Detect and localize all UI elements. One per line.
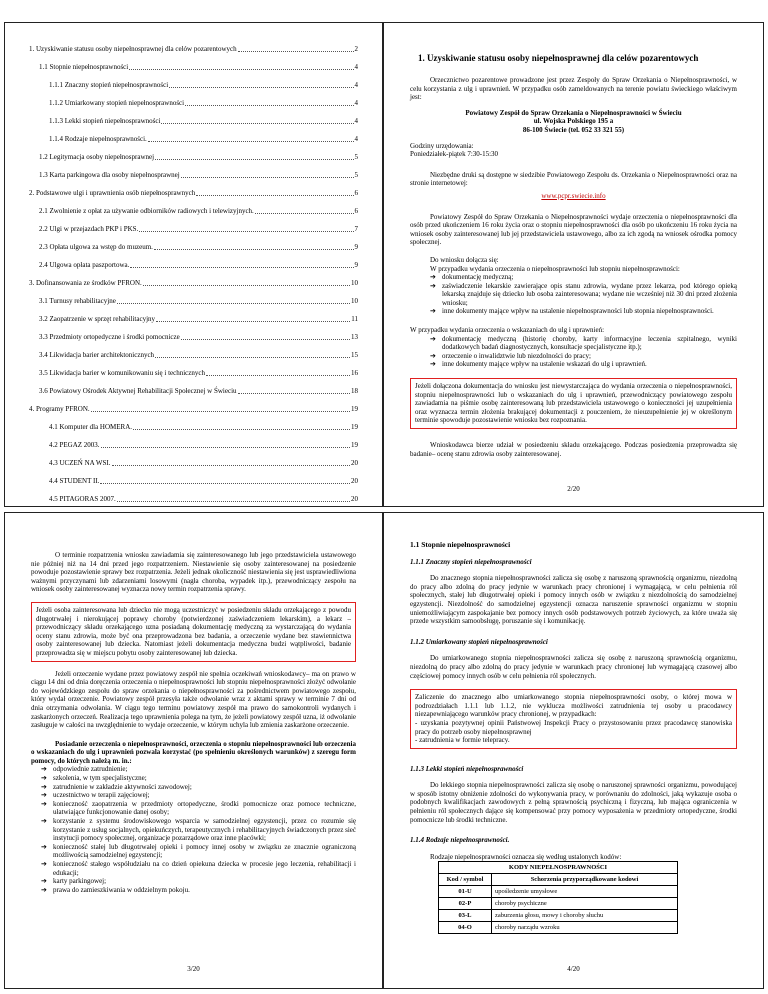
no-attendance-text: Jeżeli osoba zainteresowana lub dziecko nie mogą uczestniczyć w posiedzeniu składu orzekającego z powodu długotrwałej i nierokującej poprawy choroby (potwierdzonej zaświadczeniem lekarskim), a lekarz – przewodniczący składu orzekającego uzna posiadaną dokumentację medyczną za wystarczającą do wydania oceny stanu zdrowia, może być ona przeprowadzona bez badania, a orzeczenie wydane bez stawiennictwa osoby zainteresowanej lub dziecka. Natomiast jeżeli dokumentacja medyczna budzi wątpliwości, badanie przeprowadza się w miejscu pobytu osoby zainteresowanej lub dziecka. — [36, 605, 351, 657]
notice-line: Zaliczenie do znacznego albo umiarkowanego stopnia niepełnosprawności osoby, o której mowa w podrozdziałach 1.1.1 lub 1.1.2, nie wyklucza możliwości zatrudnienia tej osoby u pracodawcy niezapewniającego warunków pracy chronionej, w przypadkach: — [415, 693, 732, 719]
toc-leader — [185, 105, 353, 106]
table-row — [439, 886, 678, 898]
issue-paragraph: Powiatowy Zespół do Spraw Orzekania o Niepełnosprawności wydaje orzeczenia o niepełnosprawności dla osób przed ukończeniem 16 roku życia oraz o stopniu niepełnosprawności dla osób po ukończeniu 16 roku życia na wniosek osoby zainteresowanej lub jej przedstawiciela ustawowego, albo za ich zgodą na wniosek ośrodka pomocy społecznej. — [410, 212, 737, 247]
toc-entry[interactable] — [29, 495, 358, 504]
toc-leader — [238, 393, 350, 394]
rodzaje-intro: Rodzaje niepełnosprawności oznacza się według ustalonych kodów: — [430, 852, 622, 861]
toc-entry-title: 1.2 Legitymacja osoby niepełnosprawnej — [39, 153, 155, 161]
toc-leader — [133, 429, 350, 430]
toc-entry-title: 1. Uzyskiwanie statusu osoby niepełnosprawnej dla celów pozarentowych — [29, 45, 237, 53]
table-row — [439, 922, 678, 934]
list-item-text: inne dokumenty mające wpływ na ustalenie niepełnosprawności lub stopnia niepełnosprawności. — [442, 307, 714, 316]
toc-entry-title: 4.4 STUDENT II. — [49, 477, 100, 485]
table-row — [439, 910, 678, 922]
arrow-right-icon: ➔ — [41, 799, 47, 808]
website-link[interactable]: www.pcpr.swiecie.info — [541, 191, 606, 200]
toc-entry-page: 9 — [354, 243, 358, 251]
office-hours: Poniedziałek-piątek 7:30-15:30 — [410, 150, 499, 159]
toc-entry-title: 1.1.2 Umiarkowany stopień niepełnosprawności — [49, 99, 185, 107]
arrow-right-icon: ➔ — [430, 307, 436, 316]
table-row — [439, 898, 678, 910]
toc-entry-page: 20 — [351, 495, 358, 503]
toc-leader — [154, 249, 354, 250]
toc-entry-page: 20 — [351, 459, 358, 467]
lekki-heading: 1.1.3 Lekki stopień niepełnosprawności — [410, 764, 524, 773]
address-line-2: ul. Wojska Polskiego 195 a — [533, 117, 614, 126]
toc-entry[interactable] — [29, 369, 358, 378]
page-number: 4/20 — [567, 965, 580, 973]
list-item-text: zaświadczenie lekarskie zawierające opis stanu zdrowia, wydane przez lekarza, pod którego opieką lekarską znajduje się dziecko lub osoba zainteresowana; wydane nie wcześniej niż 30 dni przed złożenia wniosku; — [442, 281, 737, 307]
toc-entry[interactable] — [29, 171, 358, 180]
toc-entry-title: 4.5 PITAGORAS 2007. — [49, 495, 116, 503]
toc-entry-title: 2.3 Opłata ulgowa za wstęp do muzeum. — [39, 243, 153, 251]
toc-entry-page: 4 — [354, 135, 358, 143]
toc-entry[interactable] — [29, 351, 358, 360]
toc-entry-page: 4 — [354, 81, 358, 89]
toc-entry-page: 7 — [354, 225, 358, 233]
stopnie-heading: 1.1 Stopnie niepełnosprawności — [410, 540, 511, 549]
toc-leader — [206, 375, 350, 376]
toc-entry-title: 2.1 Zwolnienie z opłat za używanie odbiorników radiowych i telewizyjnych. — [39, 207, 254, 215]
toc-entry-page: 5 — [354, 153, 358, 161]
toc-entry[interactable] — [29, 405, 358, 414]
toc-leader — [238, 51, 354, 52]
toc-entry[interactable] — [29, 99, 358, 108]
toc-entry[interactable] — [29, 243, 358, 252]
arrow-right-icon: ➔ — [41, 765, 47, 774]
arrow-right-icon: ➔ — [41, 885, 47, 894]
list-item-text: zatrudnienie w zakładzie aktywności zawodowej; — [53, 782, 192, 791]
toc-leader — [129, 69, 353, 70]
toc-leader — [112, 465, 350, 466]
toc-entry-title: 4.3 UCZEŃ NA WSI. — [49, 459, 111, 467]
attach-case: W przypadku wydania orzeczenia o niepełnosprawności lub stopniu niepełnosprawności: — [430, 264, 680, 273]
attach-list — [430, 273, 737, 316]
znaczny-heading: 1.1.1 Znaczny stopień niepełnosprawności — [410, 557, 532, 566]
no-attendance-notice — [31, 602, 356, 662]
list-item-text: dokumentację medyczną (historię choroby, karty informacyjne leczenia szpitalnego, wyniki dodatkowych badań diagnostycznych, konsultacje specjalistyczne itp.); — [442, 334, 737, 352]
arrow-right-icon: ➔ — [41, 877, 47, 886]
col-kod: Kod / symbol — [439, 874, 492, 886]
description-cell: upośledzenie umysłowe — [492, 886, 678, 898]
arrow-right-icon: ➔ — [41, 791, 47, 800]
toc-leader — [117, 303, 350, 304]
table-of-contents — [29, 45, 358, 506]
table-title: KODY NIEPEŁNOSPRAWNOŚCI — [439, 862, 678, 874]
toc-leader — [143, 285, 350, 286]
toc-entry-title: 1.1 Stopnie niepełnosprawności — [39, 63, 129, 71]
page-4 — [383, 512, 764, 989]
toc-entry[interactable] — [29, 117, 358, 126]
toc-entry-title: 3.6 Powiatowy Ośrodek Aktywnej Rehabilitacji Społecznej w Świeciu — [39, 387, 237, 395]
toc-entry-page: 4 — [354, 63, 358, 71]
znaczny-paragraph: Do znacznego stopnia niepełnosprawności zalicza się osobę z naruszoną sprawnością organizmu, niezdolną do pracy albo zdolną do pracy jedynie w warunkach pracy chronionej i wymagającą, w celu pełnienia ról społecznych, stałej lub długotrwałej opieki i pomocy innych osób w związku z niezdolnością do samodzielnej egzystencji. Niezdolność do samodzielnej egzystencji oznacza naruszenie sprawności organizmu w stopniu uniemożliwiającym zaspokajanie bez pomocy innych osób podstawowych potrzeb życiowych, za które uważa się przede wszystkim samoobsługę, poruszanie się i komunikację. — [410, 574, 737, 626]
hours-label: Godziny urzędowania: — [410, 141, 474, 150]
toc-entry-title: 1.1.4 Rodzaje niepełnosprawności. — [49, 135, 147, 143]
list-item-text: dokumentację medyczną; — [442, 273, 514, 282]
page-number: 2/20 — [567, 485, 580, 493]
toc-entry-page: 19 — [351, 423, 358, 431]
list-item — [41, 765, 356, 774]
intro-paragraph: Orzecznictwo pozarentowe prowadzone jest przez Zespoły do Spraw Orzekania o Niepełnosprawności, w celu korzystania z ulg i uprawnień. W przypadku osób zameldowanych na terenie powiatu świeckiego właściwym jest: — [410, 76, 737, 102]
toc-leader — [156, 321, 350, 322]
toc-entry-title: 3.5 Likwidacja barier w komunikowaniu się i technicznych — [39, 369, 206, 377]
incomplete-docs-notice — [410, 378, 737, 429]
toc-entry-title: 2.4 Ulgowa opłata paszportowa. — [39, 261, 130, 269]
toc-entry-title: 4.1 Komputer dla HOMERA. — [49, 423, 133, 431]
toc-entry-title: 1.1.3 Lekki stopień niepełnosprawności — [49, 117, 161, 125]
list-item-text: szkolenia, w tym specjalistyczne; — [53, 774, 147, 783]
toc-entry-page: 15 — [351, 351, 358, 359]
toc-entry[interactable] — [29, 315, 358, 324]
toc-leader — [130, 267, 353, 268]
toc-leader — [148, 141, 354, 142]
arrow-right-icon: ➔ — [430, 360, 436, 369]
toc-entry-title: 2.2 Ulgi w przejazdach PKP i PKS. — [39, 225, 139, 233]
incomplete-docs-text: Jeżeli dołączona dokumentacja do wniosku jest niewystarczająca do wydania orzeczenia o niepełnosprawności, stopniu niepełnosprawności lub o wskazaniach do ulg i uprawnień, przewodniczący powiatowego zespołu zawiadamia na piśmie osobę zainteresowaną lub przedstawiciela ustawowego o konieczności jej uzupełnienia oraz wyznacza termin złożenia brakującej dokumentacji z pouczeniem, że nieuzupełnienie jej w określonym terminie spowoduje pozostawienie wniosku bez rozpoznania. — [415, 382, 732, 425]
toc-entry[interactable] — [29, 153, 358, 162]
toc-leader — [169, 87, 353, 88]
arrow-right-icon: ➔ — [430, 281, 436, 290]
list-item-text: odpowiednie zatrudnienie; — [53, 765, 128, 774]
list-item — [430, 307, 737, 316]
toc-entry[interactable] — [29, 423, 358, 432]
list-item-text: konieczność stałego współudziału na co dzień opiekuna dziecka w procesie jego leczenia, rehabilitacji i edukacji; — [53, 860, 356, 877]
address-line-1: Powiatowy Zespół do Spraw Orzekania o Niepełnosprawności w Świeciu — [465, 108, 682, 117]
toc-leader — [117, 501, 350, 502]
toc-entry-page: 19 — [351, 405, 358, 413]
toc-entry[interactable] — [29, 459, 358, 468]
toc-entry[interactable] — [29, 225, 358, 234]
page-number: 3/20 — [187, 965, 200, 973]
list-item — [430, 360, 737, 369]
list-item — [430, 352, 737, 361]
appeal-paragraph: Jeżeli orzeczenie wydane przez powiatowy zespół nie spełnia oczekiwań wnioskodawcy– ma on prawo w ciągu 14 dni od dnia doręczenia orzeczenia o niepełnosprawności lub stopniu niepełnosprawności złożyć odwołanie do wojewódzkiego zespołu do spraw orzekania o niepełnosprawności za pośrednictwem powiatowego zespołu, który wydał orzeczenie. Powiatowy zespół przesyła także odwołanie wraz z aktami sprawy w terminie 7 dni od dnia otrzymania odwołania. W ciągu tego terminu powiatowy zespół ma prawo do samokontroli wydanych i zaskarżonych orzeczeń. Realizacja tego uprawnienia polega na tym, że jeżeli powiatowy zespół uzna, iż odwołanie zasługuje w całości na uwzględnienie to wydaje orzeczenie, w którym uchyla lub zmienia zaskarżone orzeczenie. — [31, 669, 356, 730]
list-item-text: orzeczenie o inwalidztwie lub niezdolności do pracy; — [442, 351, 591, 360]
forms-paragraph: Niezbędne druki są dostępne w siedzibie Powiatowego Zespołu ds. Orzekania o Niepełnosprawności oraz na stronie internetowej: — [410, 170, 737, 188]
list-item — [41, 791, 356, 800]
toc-entry-title: 4.2 PEGAZ 2003. — [49, 441, 100, 449]
notice-line: - zatrudnienia w formie telepracy. — [415, 736, 510, 745]
attach-intro: Do wniosku dołącza się: — [430, 255, 499, 264]
code-cell: 01-U — [439, 886, 492, 898]
toc-entry-page: 18 — [351, 387, 358, 395]
toc-entry[interactable] — [29, 63, 358, 72]
toc-leader — [181, 339, 350, 340]
toc-leader — [101, 447, 350, 448]
toc-entry[interactable] — [29, 261, 358, 270]
toc-entry[interactable] — [29, 279, 358, 288]
toc-leader — [100, 483, 350, 484]
toc-entry-title: 1.3 Karta parkingowa dla osoby niepełnosprawnej — [39, 171, 180, 179]
toc-entry[interactable] — [29, 81, 358, 90]
list-item — [430, 273, 737, 282]
list-item-text: uczestnictwo w terapii zajęciowej; — [53, 791, 150, 800]
rodzaje-heading: 1.1.4 Rodzaje niepełnosprawności. — [410, 836, 510, 845]
description-cell: zaburzenia głosu, mowy i choroby słuchu — [492, 910, 678, 922]
toc-entry[interactable] — [29, 387, 358, 396]
toc-entry-title: 3.3 Przedmioty ortopedyczne i środki pomocnicze — [39, 333, 180, 341]
arrow-right-icon: ➔ — [430, 334, 436, 343]
list-item — [41, 886, 356, 895]
list-item — [41, 783, 356, 792]
employment-notice — [410, 689, 737, 749]
arrow-right-icon: ➔ — [41, 774, 47, 783]
umiarkowany-paragraph: Do umiarkowanego stopnia niepełnosprawności zalicza się osobę z naruszoną sprawnością organizmu, niezdolną do pracy albo zdolną do pracy jedynie w warunkach pracy chronionej lub wymagającą czasowej albo częściowej pomocy innych osób w celu pełnienia ról społecznych. — [410, 654, 737, 680]
toc-entry-page: 4 — [354, 117, 358, 125]
list-item — [41, 877, 356, 886]
list-item — [430, 335, 737, 352]
list-item — [41, 860, 356, 877]
toc-entry[interactable] — [29, 477, 358, 486]
list-item — [41, 774, 356, 783]
benefits-intro: Posiadanie orzeczenia o niepełnosprawności, orzeczenia o stopniu niepełnosprawności lub orzeczenia o wskazaniach do ulg i uprawnień pozwala korzystać (po spełnieniu określonych warunków) z szeregu form pomocy, do których należą m. in.: — [31, 739, 356, 765]
toc-entry-page: 6 — [354, 207, 358, 215]
address-line-3: 86-100 Świecie (tel. 052 33 321 55) — [522, 125, 625, 134]
col-schorzenia: Schorzenia przyporządkowane kodowi — [492, 874, 678, 886]
code-cell: 02-P — [439, 898, 492, 910]
ulgi-list — [430, 335, 737, 369]
toc-entry-title: 3. Dofinansowania ze środków PFRON. — [29, 279, 142, 287]
toc-leader — [181, 177, 354, 178]
toc-leader — [161, 123, 353, 124]
arrow-right-icon: ➔ — [430, 351, 436, 360]
toc-entry[interactable] — [29, 189, 358, 198]
page-3 — [4, 512, 383, 989]
toc-entry-page: 4 — [354, 99, 358, 107]
code-cell: 04-O — [439, 922, 492, 934]
toc-entry[interactable] — [29, 135, 358, 144]
toc-entry[interactable] — [29, 297, 358, 306]
ulgi-case: W przypadku wydania orzeczenia o wskazaniach do ulg i uprawnień: — [410, 326, 605, 335]
page-1-toc — [4, 22, 383, 507]
list-item-text: korzystanie z systemu środowiskowego wsparcia w samodzielnej egzystencji, przez co rozumie się korzystanie z usług socjalnych, opiekuńczych, terapeutycznych i rehabilitacyjnych świadczonych przez sieć instytucji pomocy społecznej, organizacje pozarządowe oraz inne placówki; — [53, 817, 356, 843]
list-item-text: prawa do zamieszkiwania w oddzielnym pokoju. — [53, 885, 190, 894]
toc-entry-page: 10 — [351, 279, 358, 287]
toc-entry-title: 3.4 Likwidacja barier architektonicznych — [39, 351, 155, 359]
toc-entry-page: 9 — [354, 261, 358, 269]
toc-leader — [139, 231, 353, 232]
toc-entry[interactable] — [29, 441, 358, 450]
toc-entry-title: 3.1 Turnusy rehabilitacyjne — [39, 297, 116, 305]
list-item-text: konieczność zaopatrzenia w przedmioty ortopedyczne, środki pomocnicze oraz pomoce techniczne, ułatwiające funkcjonowanie danej osoby; — [53, 799, 356, 817]
list-item — [430, 282, 737, 308]
umiarkowany-heading: 1.1.2 Umiarkowany stopień niepełnosprawności — [410, 637, 548, 646]
arrow-right-icon: ➔ — [430, 273, 436, 282]
list-item — [41, 817, 356, 843]
toc-entry-page: 19 — [351, 441, 358, 449]
list-item-text: konieczność stałej lub długotrwałej opieki i pomocy innej osoby w związku ze znacznie ograniczoną możliwością samodzielnej egzystencji; — [53, 842, 356, 860]
lekki-paragraph: Do lekkiego stopnia niepełnosprawności zalicza się osobę o naruszonej sprawności organizmu, powodującej w sposób istotny obniżenie zdolności do wykonywania pracy, w porównaniu do zdolności, jaką wykazuje osoba o podobnych kwalifikacjach zawodowych z pełną sprawnością psychiczną i fizyczną, lub mająca ograniczenia w pełnieniu ról społecznych dające się kompensować przy pomocy wyposażenia w przedmioty ortopedyczne, środki pomocnicze lub środki techniczne. — [410, 781, 737, 824]
description-cell: choroby psychiczne — [492, 898, 678, 910]
schedule-paragraph: O terminie rozpatrzenia wniosku zawiadamia się zainteresowanego lub jego przedstawiciela ustawowego nie później niż na 14 dni przed jego rozpatrzeniem. Niestawienie się osoby zainteresowanej na posiedzenie powoduje pozostawienie sprawy bez rozpatrzenia. Jeżeli jednak okoliczność niestawienia się jest usprawiedliwiona ważnymi przyczynami lub zdarzeniami losowymi (nagła choroba, wypadek itp.), przewodniczący zespołu na wniosek osoby zainteresowanej wyznacza nowy termin rozpatrzenia sprawy. — [31, 551, 356, 594]
arrow-right-icon: ➔ — [41, 782, 47, 791]
toc-leader — [155, 357, 350, 358]
toc-leader — [255, 213, 354, 214]
toc-entry[interactable] — [29, 333, 358, 342]
toc-leader — [91, 411, 350, 412]
list-item-text: inne dokumenty mające wpływ na ustalenie wskazań do ulg i uprawnień. — [442, 360, 647, 369]
toc-entry-page: 2 — [354, 45, 358, 53]
arrow-right-icon: ➔ — [41, 860, 47, 868]
toc-entry-page: 10 — [351, 297, 358, 305]
list-item — [41, 843, 356, 860]
page-2 — [383, 22, 764, 507]
toc-entry-page: 13 — [351, 333, 358, 341]
toc-entry-page: 16 — [351, 369, 358, 377]
toc-entry-page: 11 — [351, 315, 358, 323]
toc-entry[interactable] — [29, 45, 358, 54]
disability-codes-table — [438, 861, 678, 934]
toc-entry-title: 4. Programy PFRON. — [29, 405, 90, 413]
toc-leader — [155, 159, 353, 160]
toc-entry[interactable] — [29, 207, 358, 216]
toc-entry-title: 2. Podstawowe ulgi i uprawnienia osób niepełnosprawnych — [29, 189, 196, 197]
final-paragraph: Wnioskodawca bierze udział w posiedzeniu składu orzekającego. Podczas posiedzenia przeprowadza się badanie– ocenę stanu zdrowia osoby zainteresowanej. — [410, 441, 737, 458]
toc-leader — [196, 195, 353, 196]
description-cell: choroby narządu wzroku — [492, 922, 678, 934]
section-1-heading: 1. Uzyskiwanie statusu osoby niepełnosprawnej dla celów pozarentowych — [418, 53, 699, 63]
benefits-list — [41, 765, 356, 894]
toc-entry-title: 3.2 Zaopatrzenie w sprzęt rehabilitacyjny — [39, 315, 156, 323]
toc-entry-page: 5 — [354, 171, 358, 179]
toc-entry-title: 1.1.1 Znaczny stopień niepełnosprawności — [49, 81, 169, 89]
toc-entry-page: 6 — [354, 189, 358, 197]
list-item — [41, 800, 356, 817]
notice-line: - uzyskania pozytywnej opinii Państwowej Inspekcji Pracy o przystosowaniu przez pracodawcę stanowiska pracy do potrzeb osoby niepełnosprawnej — [415, 718, 732, 736]
arrow-right-icon: ➔ — [41, 842, 47, 851]
list-item-text: karty parkingowej; — [53, 877, 107, 886]
code-cell: 03-L — [439, 910, 492, 922]
toc-entry-page: 20 — [351, 477, 358, 485]
arrow-right-icon: ➔ — [41, 817, 47, 826]
